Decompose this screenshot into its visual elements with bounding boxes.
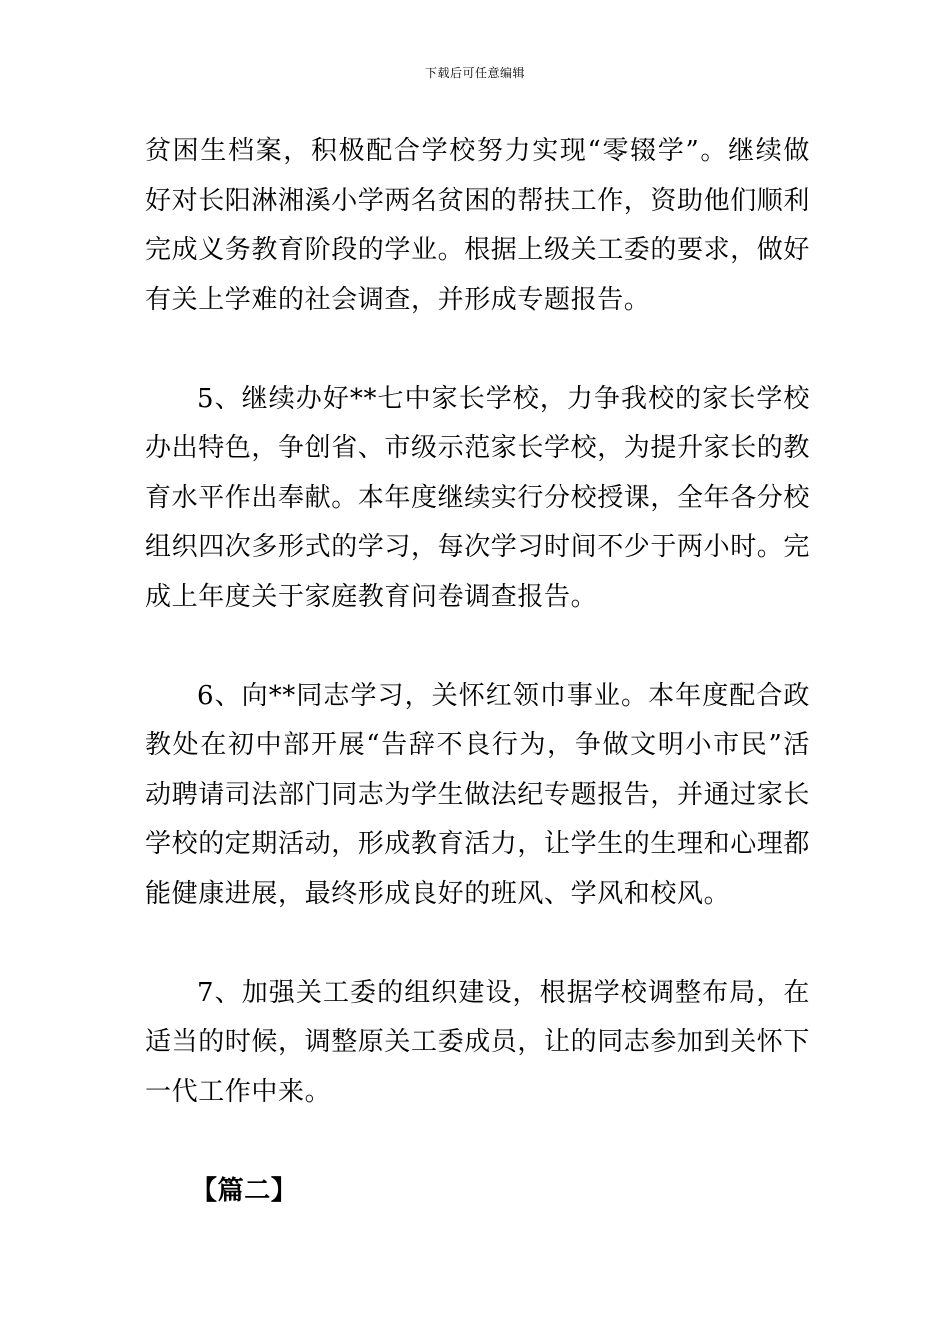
paragraph-continuation: 贫困生档案，积极配合学校努力实现“零辍学”。继续做好对长阳淋湘溪小学两名贫困的帮扶工作，资助他们顺利完成义务教育阶段的学业。根据上级关工委的要求，做好有关上学难的社会调查，并形成专题报告。 — [145, 136, 811, 315]
paragraph-item-7: 7、加强关工委的组织建设，根据学校调整布局，在适当的时候，调整原关工委成员，让的同志参加到关怀下一代工作中来。 — [145, 977, 811, 1107]
paragraph-item-5: 5、继续办好**七中家长学校，力争我校的家长学校办出特色，争创省、市级示范家长学校，为提升家长的教育水平作出奉献。本年度继续实行分校授课，全年各分校组织四次多形式的学习，每次学习时间不少于两小时。完成上年度关于家庭教育问卷调查报告。 — [145, 383, 811, 612]
section-title: 【篇二】 — [191, 1175, 298, 1206]
paragraph-item-6: 6、向**同志学习，关怀红领巾事业。本年度配合政教处在初中部开展“告辞不良行为，争做文明小市民”活动聘请司法部门同志为学生做法纪专题报告，并通过家长学校的定期活动，形成教育活力，让学生的生理和心理都能健康进展，最终形成良好的班风、学风和校风。 — [145, 680, 811, 909]
document-body — [145, 127, 810, 1216]
page-header: 下载后可任意编辑 — [424, 66, 525, 80]
